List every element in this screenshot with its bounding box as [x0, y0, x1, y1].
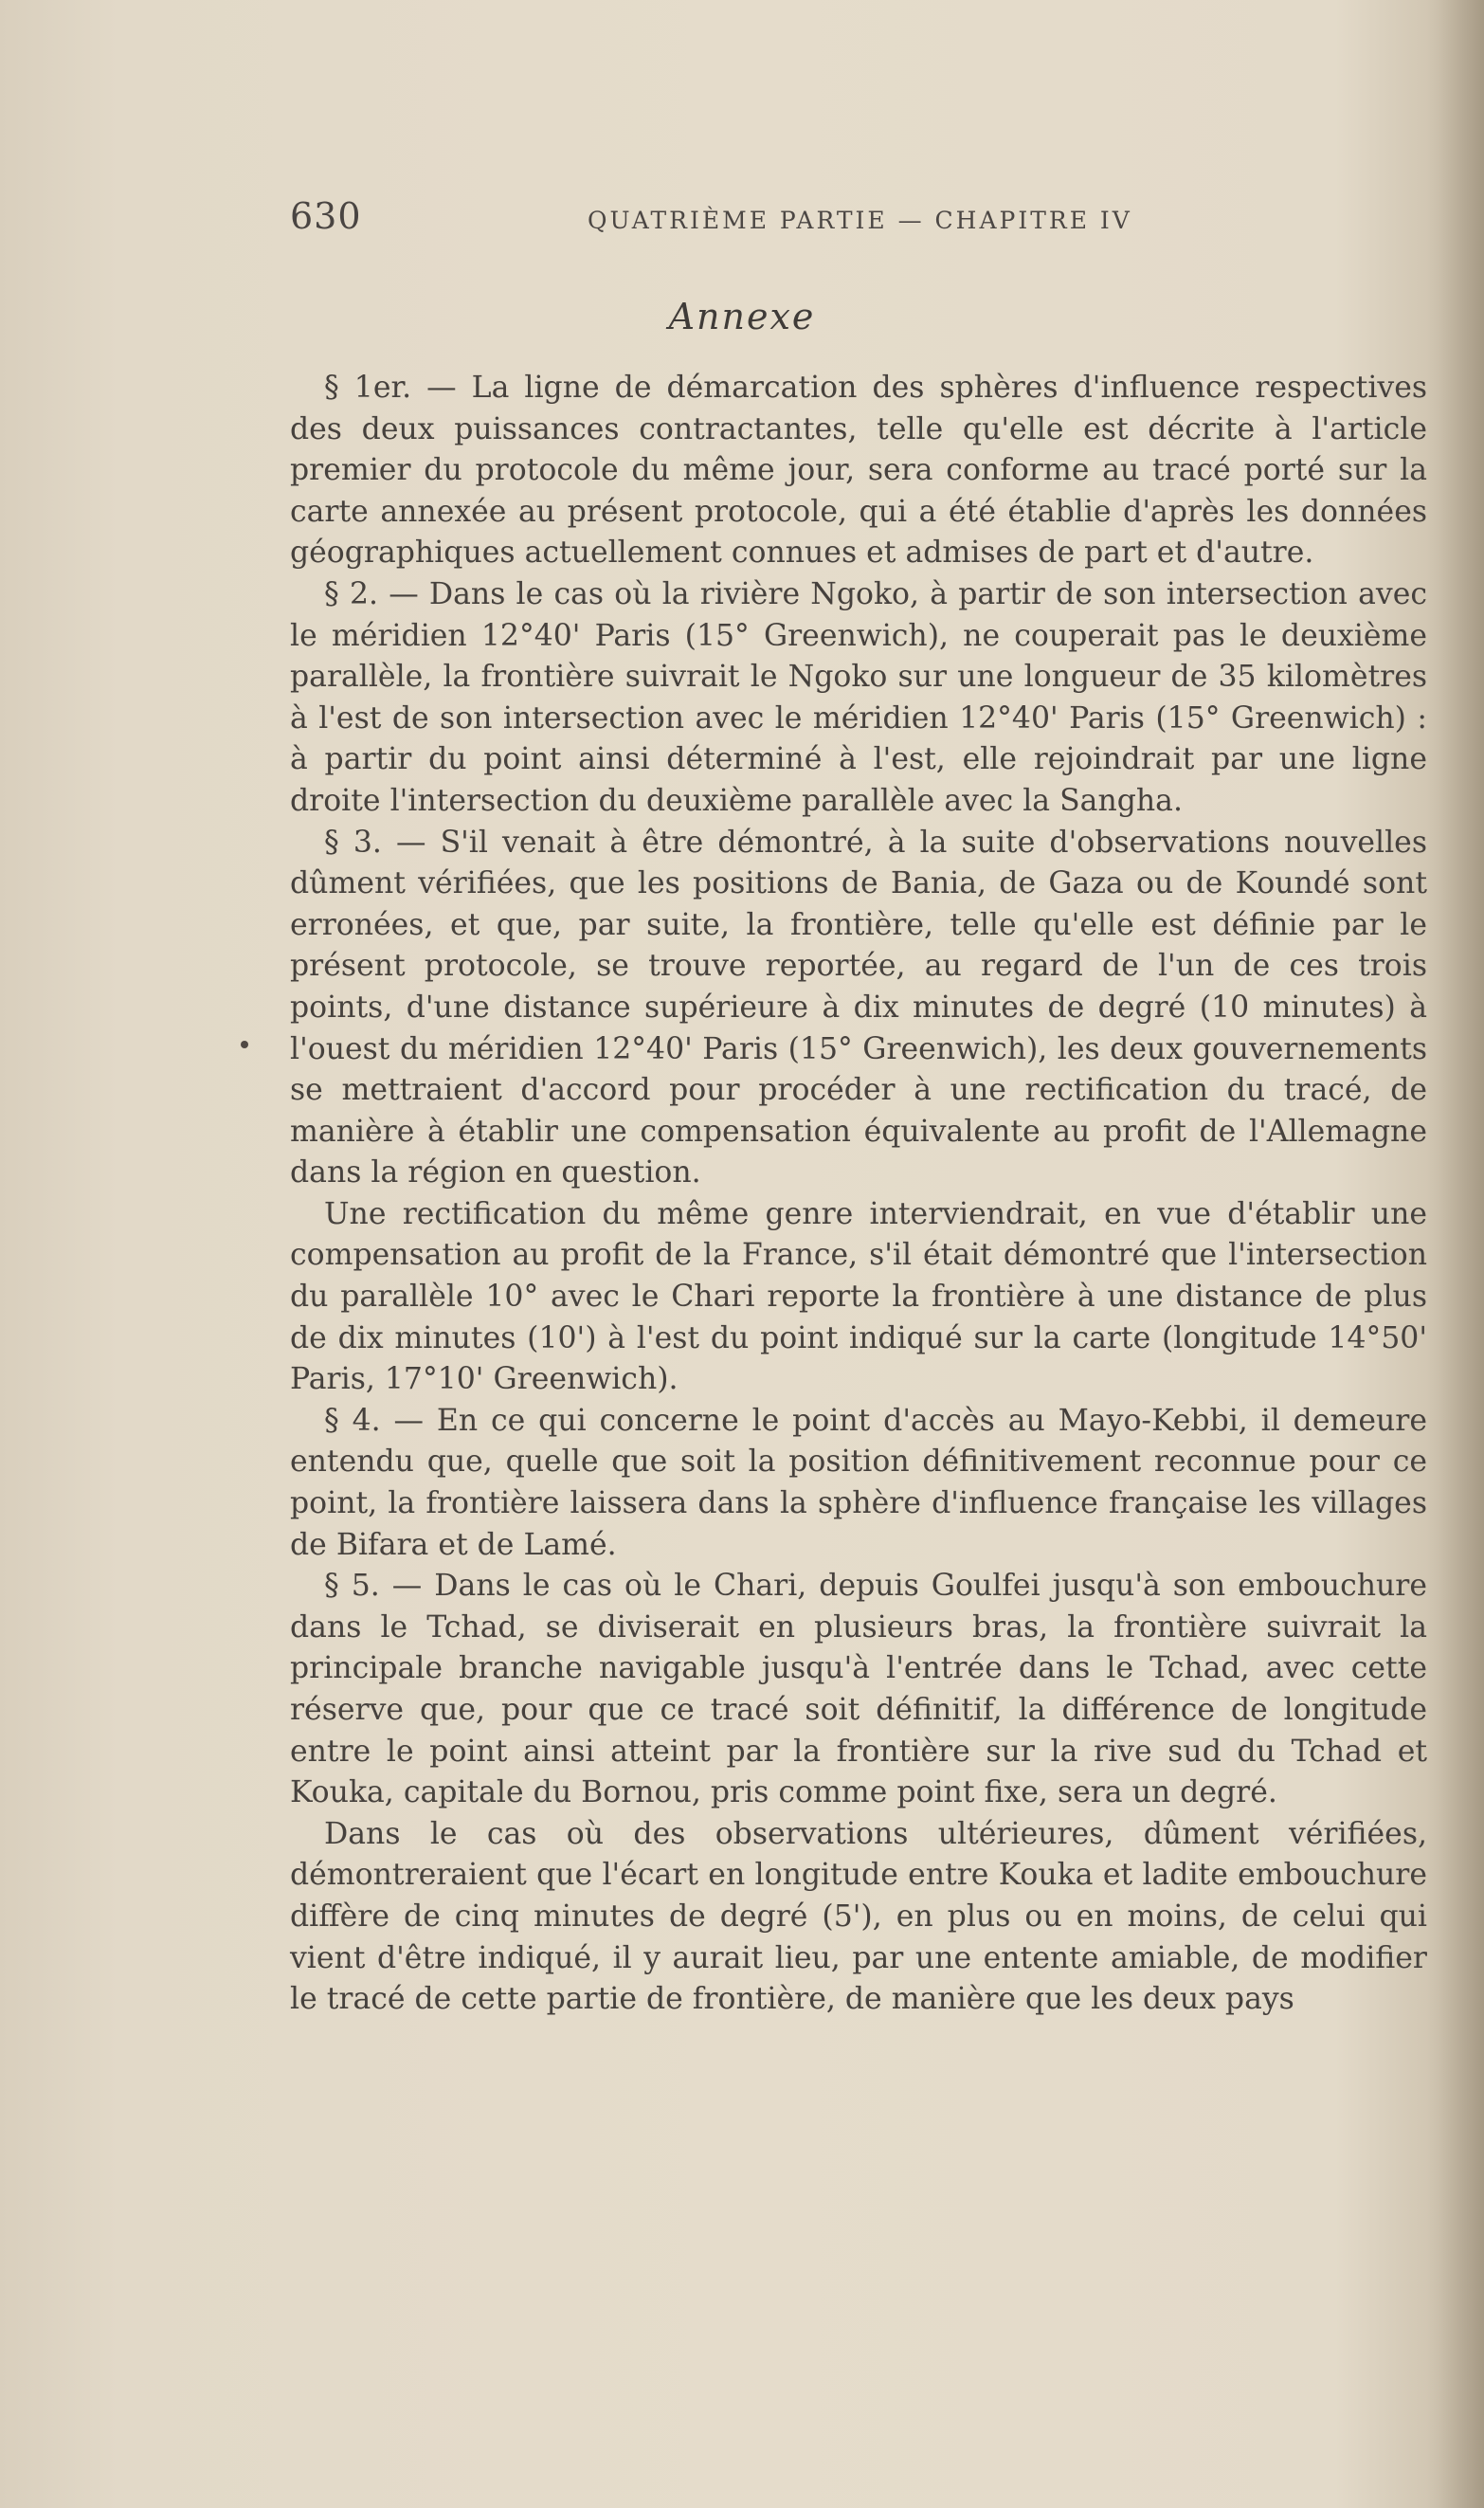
page-header [290, 195, 1446, 243]
page-edge-shadow [1427, 0, 1484, 2508]
paragraph-5: § 4. — En ce qui concerne le point d'accès au Mayo-Kebbi, il demeure entendu que, quelle que soit la position définitivement reconnue pour ce point, la frontière laissera dans la sphère d'influence française les villages de Bifara et de Lamé. [290, 1403, 1427, 1562]
page-number: 630 [290, 195, 362, 237]
paragraph-7: Dans le cas où des observations ultérieures, dûment vérifiées, démontreraient que l'écart en longitude entre Kouka et ladite embouchure diffère de cinq minutes de degré (5'), en plus ou en moins, de celui qui vient d'être indiqué, il y aurait lieu, par une entente amiable, de modifier le tracé de cette partie de frontière, de manière que les deux pays [290, 1816, 1427, 2017]
paragraph-4: Une rectification du même genre interviendrait, en vue d'établir une compensation au profit de la France, s'il était démontré que l'intersection du parallèle 10° avec le Chari reporte la frontière à une distance de plus de dix minutes (10') à l'est du point indiqué sur la carte (longitude 14°50' Paris, 17°10' Greenwich). [290, 1196, 1427, 1397]
running-head: QUATRIÈME PARTIE — CHAPITRE IV [588, 207, 1132, 234]
paragraph-3: § 3. — S'il venait à être démontré, à la suite d'observations nouvelles dûment vérifiées, que les positions de Bania, de Gaza ou de Koundé sont erronées, et que, par suite, la frontière, telle qu'elle est définie par le présent protocole, se trouve reportée, au regard de l'un de ces trois points, d'une distance supérieure à dix minutes de degré (10 minutes) à l'ouest du méridien 12°40' Paris (15° Greenwich), les deux gouvernements se mettraient d'accord pour procéder à une rectification du tracé, de manière à établir une compensation équivalente au profit de l'Allemagne dans la région en question. [290, 825, 1427, 1190]
section-title: Annexe [668, 296, 816, 337]
body-text [290, 368, 1427, 2021]
paragraph-1: § 1er. — La ligne de démarcation des sphères d'influence respectives des deux puissances contractantes, telle qu'elle est décrite à l'article premier du protocole du même jour, sera conforme au tracé porté sur la carte annexée au présent protocole, qui a été établie d'après les données géographiques actuellement connues et admises de part et d'autre. [290, 371, 1427, 571]
paragraph-6: § 5. — Dans le cas où le Chari, depuis Goulfei jusqu'à son embouchure dans le Tchad, se diviserait en plusieurs bras, la frontière suivrait la principale branche navigable jusqu'à l'entrée dans le Tchad, avec cette réserve que, pour que ce tracé soit définitif, la différence de longitude entre le point ainsi atteint par la frontière sur la rive sud du Tchad et Kouka, capitale du Bornou, pris comme point fixe, sera un degré. [290, 1569, 1427, 1810]
paragraph-2: § 2. — Dans le cas où la rivière Ngoko, à partir de son intersection avec le méridien 12°40' Paris (15° Greenwich), ne couperait pas le deuxième parallèle, la frontière suivrait le Ngoko sur une longueur de 35 kilomètres à l'est de son intersection avec le méridien 12°40' Paris (15° Greenwich) : à partir du point ainsi déterminé à l'est, elle rejoindrait par une ligne droite l'intersection du deuxième parallèle avec la Sangha. [290, 576, 1427, 818]
ink-spot [241, 1041, 248, 1048]
